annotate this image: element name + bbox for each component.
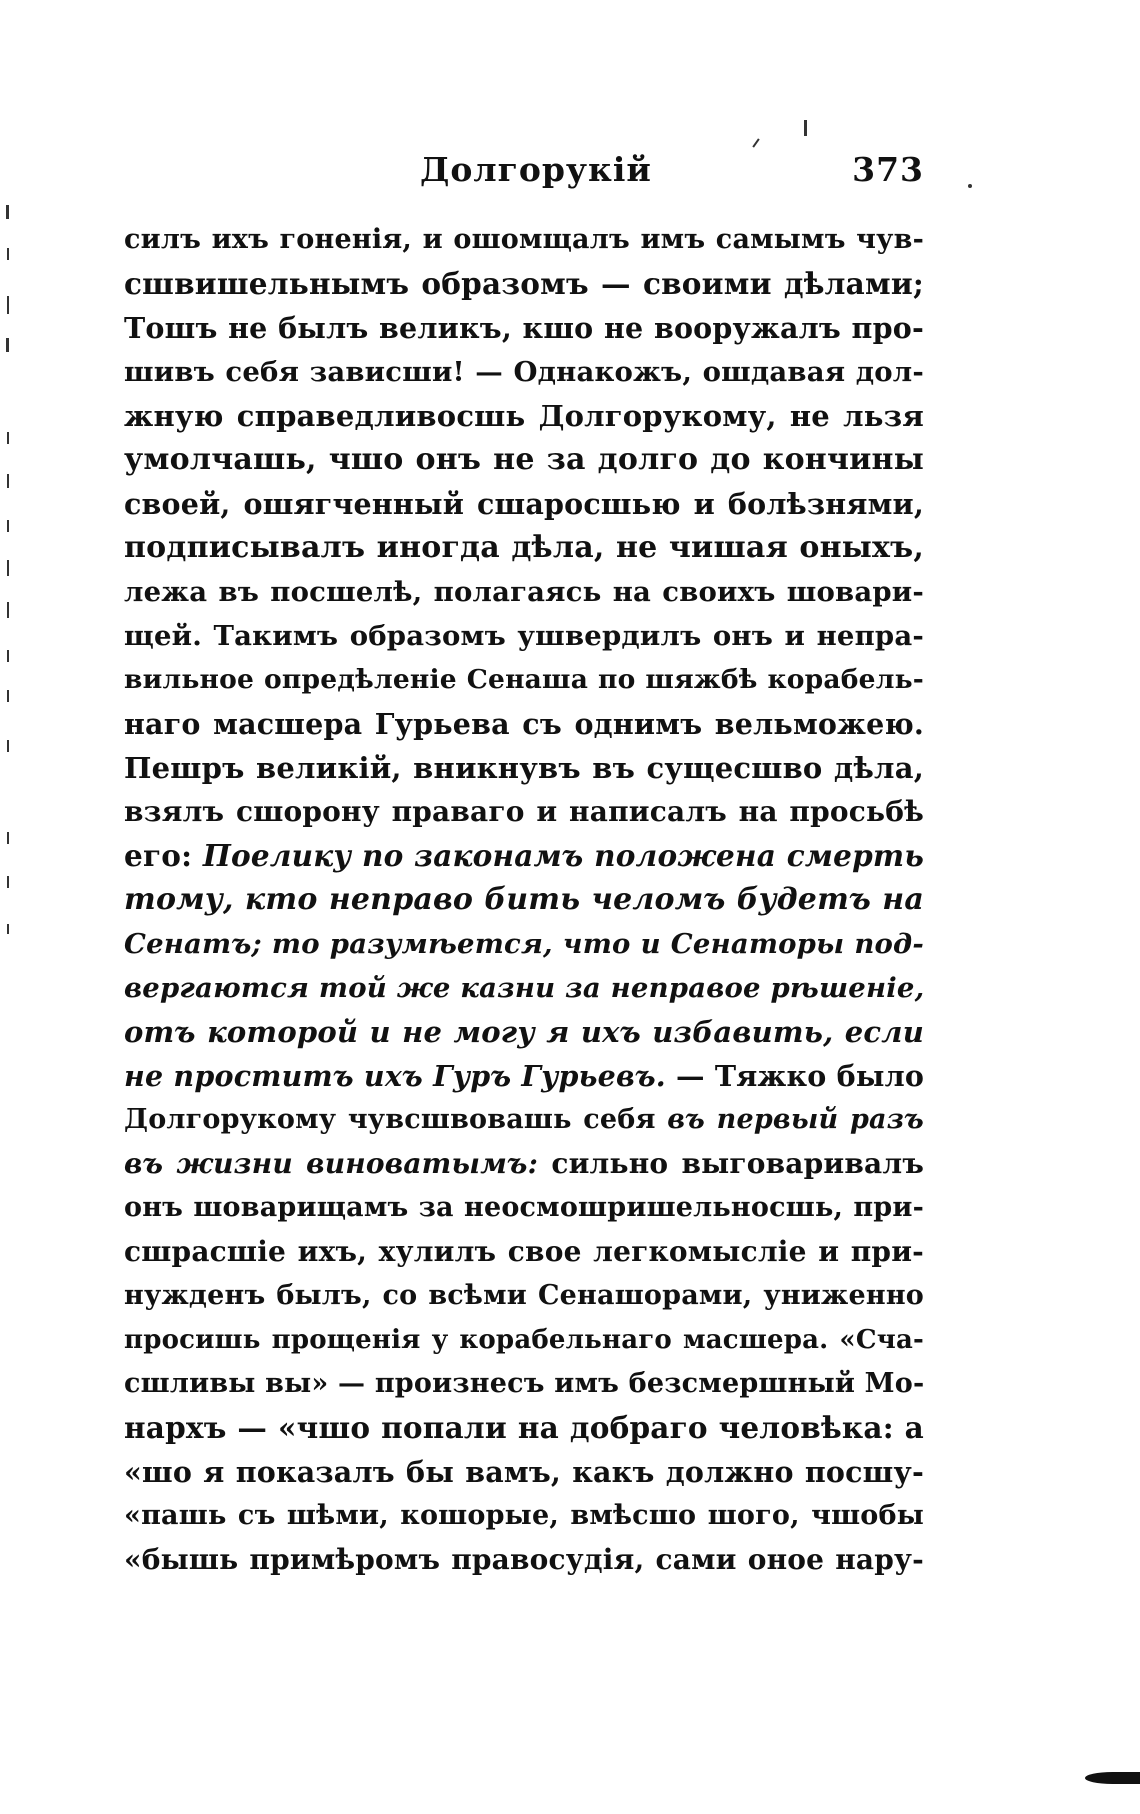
text-line <box>124 394 924 438</box>
text-line <box>124 306 924 350</box>
italic-run: отъ которой и не могу я ихъ избавить, если <box>124 1015 924 1049</box>
italic-run: не проститъ ихъ Гуръ Гурьевъ. <box>124 1059 666 1093</box>
italic-run: Поелику по законамъ положена смерть <box>202 838 924 873</box>
italic-run: въ первый разъ <box>667 1104 924 1135</box>
text-run: «бышь примѣромъ правосудія, сами оное нару- <box>124 1543 924 1576</box>
text-run: Долгорукому чувсшвовашь себя <box>124 1104 668 1135</box>
text-run: «пашь съ шѣми, кошорые, вмѣсшо шого, чшобы <box>124 1500 924 1531</box>
text-line <box>124 1098 924 1142</box>
margin-speck <box>7 474 9 488</box>
head-speck <box>752 138 759 147</box>
text-line <box>124 1230 924 1274</box>
text-run: «шо я показалъ бы вамъ, какъ должно посшу- <box>124 1455 924 1489</box>
text-run: сшрасшіе ихъ, хулилъ свое легкомысліе и при- <box>124 1235 924 1268</box>
text-run: вильное опредѣленіе Сенаша по шяжбѣ корабель- <box>124 664 924 695</box>
text-run: подписывалъ иногда дѣла, не чишая оныхъ, <box>124 530 924 565</box>
margin-speck <box>7 924 9 934</box>
text-run: щей. Такимъ образомъ ушвердилъ онъ и непра- <box>124 620 924 652</box>
text-line <box>124 702 924 746</box>
page-number: 373 <box>852 150 924 189</box>
margin-speck <box>7 432 9 444</box>
margin-speck <box>6 338 9 352</box>
margin-speck <box>7 876 9 888</box>
italic-run: вергаются той же казни за неправое рѣшеніе, <box>124 972 925 1004</box>
italic-run: Сенатъ; то разумѣется, что и Сенаторы под- <box>124 928 924 960</box>
text-run: взялъ сшорону праваго и написалъ на просьбѣ <box>124 795 924 828</box>
text-line <box>124 746 924 790</box>
margin-speck <box>7 520 9 532</box>
text-line <box>124 1010 924 1054</box>
margin-speck <box>7 560 9 576</box>
text-line <box>124 614 924 658</box>
text-line <box>124 658 924 702</box>
text-run: лежа въ посшелѣ, полагаясь на своихъ шовари- <box>124 576 924 608</box>
text-run: сшвишельнымъ образомъ — своими дѣлами; <box>124 266 924 301</box>
margin-speck <box>7 248 9 260</box>
head-speck <box>804 120 807 136</box>
text-run: просишь прощенія у корабельнаго масшера. «Сча- <box>124 1325 924 1355</box>
italic-run: тому, кто неправо бить челомъ будетъ на <box>124 882 924 917</box>
text-run: Пешръ великій, вникнувъ въ сущесшво дѣла, <box>124 751 924 785</box>
italic-run: въ жизни виноватымъ: <box>124 1147 539 1180</box>
text-line <box>124 1538 924 1582</box>
text-run: силъ ихъ гоненія, и ошомщалъ имъ самымъ чув- <box>124 224 924 255</box>
head-speck <box>968 184 972 188</box>
text-line <box>124 1362 924 1406</box>
margin-speck <box>7 740 9 752</box>
text-line <box>124 834 924 878</box>
text-run: онъ шоварищамъ за неосмошришельносшь, при- <box>124 1192 924 1223</box>
text-run: сшливы вы» — произнесъ имъ безсмершный Мо- <box>124 1368 925 1399</box>
text-run: умолчашь, чшо онъ не за долго до кончины <box>124 442 924 477</box>
text-line <box>124 526 924 570</box>
text-line <box>124 1494 924 1538</box>
text-run: жную справедливосшь Долгорукому, не льзя <box>124 399 924 433</box>
text-line <box>124 218 924 262</box>
corner-scan-mark <box>1085 1772 1140 1784</box>
text-run: сильно выговаривалъ <box>538 1147 924 1180</box>
text-run: нужденъ былъ, со всѣми Сенашорами, униженно <box>124 1280 924 1311</box>
text-line <box>124 922 924 966</box>
text-run: шивъ себя зависши! — Однакожъ, ошдавая дол- <box>124 356 924 388</box>
margin-speck <box>7 650 9 662</box>
text-run: Тошъ не былъ великъ, кшо не вооружалъ про- <box>124 311 924 345</box>
text-line <box>124 570 924 614</box>
running-head <box>124 150 924 200</box>
text-line <box>124 482 924 526</box>
text-run: наго масшера Гурьева съ однимъ вельможею. <box>124 707 924 741</box>
text-line <box>124 878 924 922</box>
text-line <box>124 438 924 482</box>
text-run: его: <box>124 838 203 873</box>
running-title: Долгорукій <box>420 150 652 189</box>
text-run: — Тяжко было <box>665 1059 925 1093</box>
text-run: нархъ — «чшо попали на добраго человѣка: а <box>124 1410 924 1445</box>
text-line <box>124 1318 924 1362</box>
margin-speck <box>7 690 9 702</box>
body-text <box>124 218 924 1582</box>
text-line <box>124 966 924 1010</box>
text-line <box>124 262 924 306</box>
margin-speck <box>6 205 9 219</box>
margin-speck <box>7 296 9 314</box>
text-line <box>124 1054 924 1098</box>
text-line <box>124 1406 924 1450</box>
text-run: своей, ошягченный сшаросшью и болѣзнями, <box>124 487 924 521</box>
text-line <box>124 1450 924 1494</box>
text-line <box>124 1142 924 1186</box>
text-line <box>124 790 924 834</box>
text-line <box>124 1274 924 1318</box>
margin-speck <box>7 602 9 618</box>
text-line <box>124 1186 924 1230</box>
text-line <box>124 350 924 394</box>
margin-speck <box>7 832 9 844</box>
